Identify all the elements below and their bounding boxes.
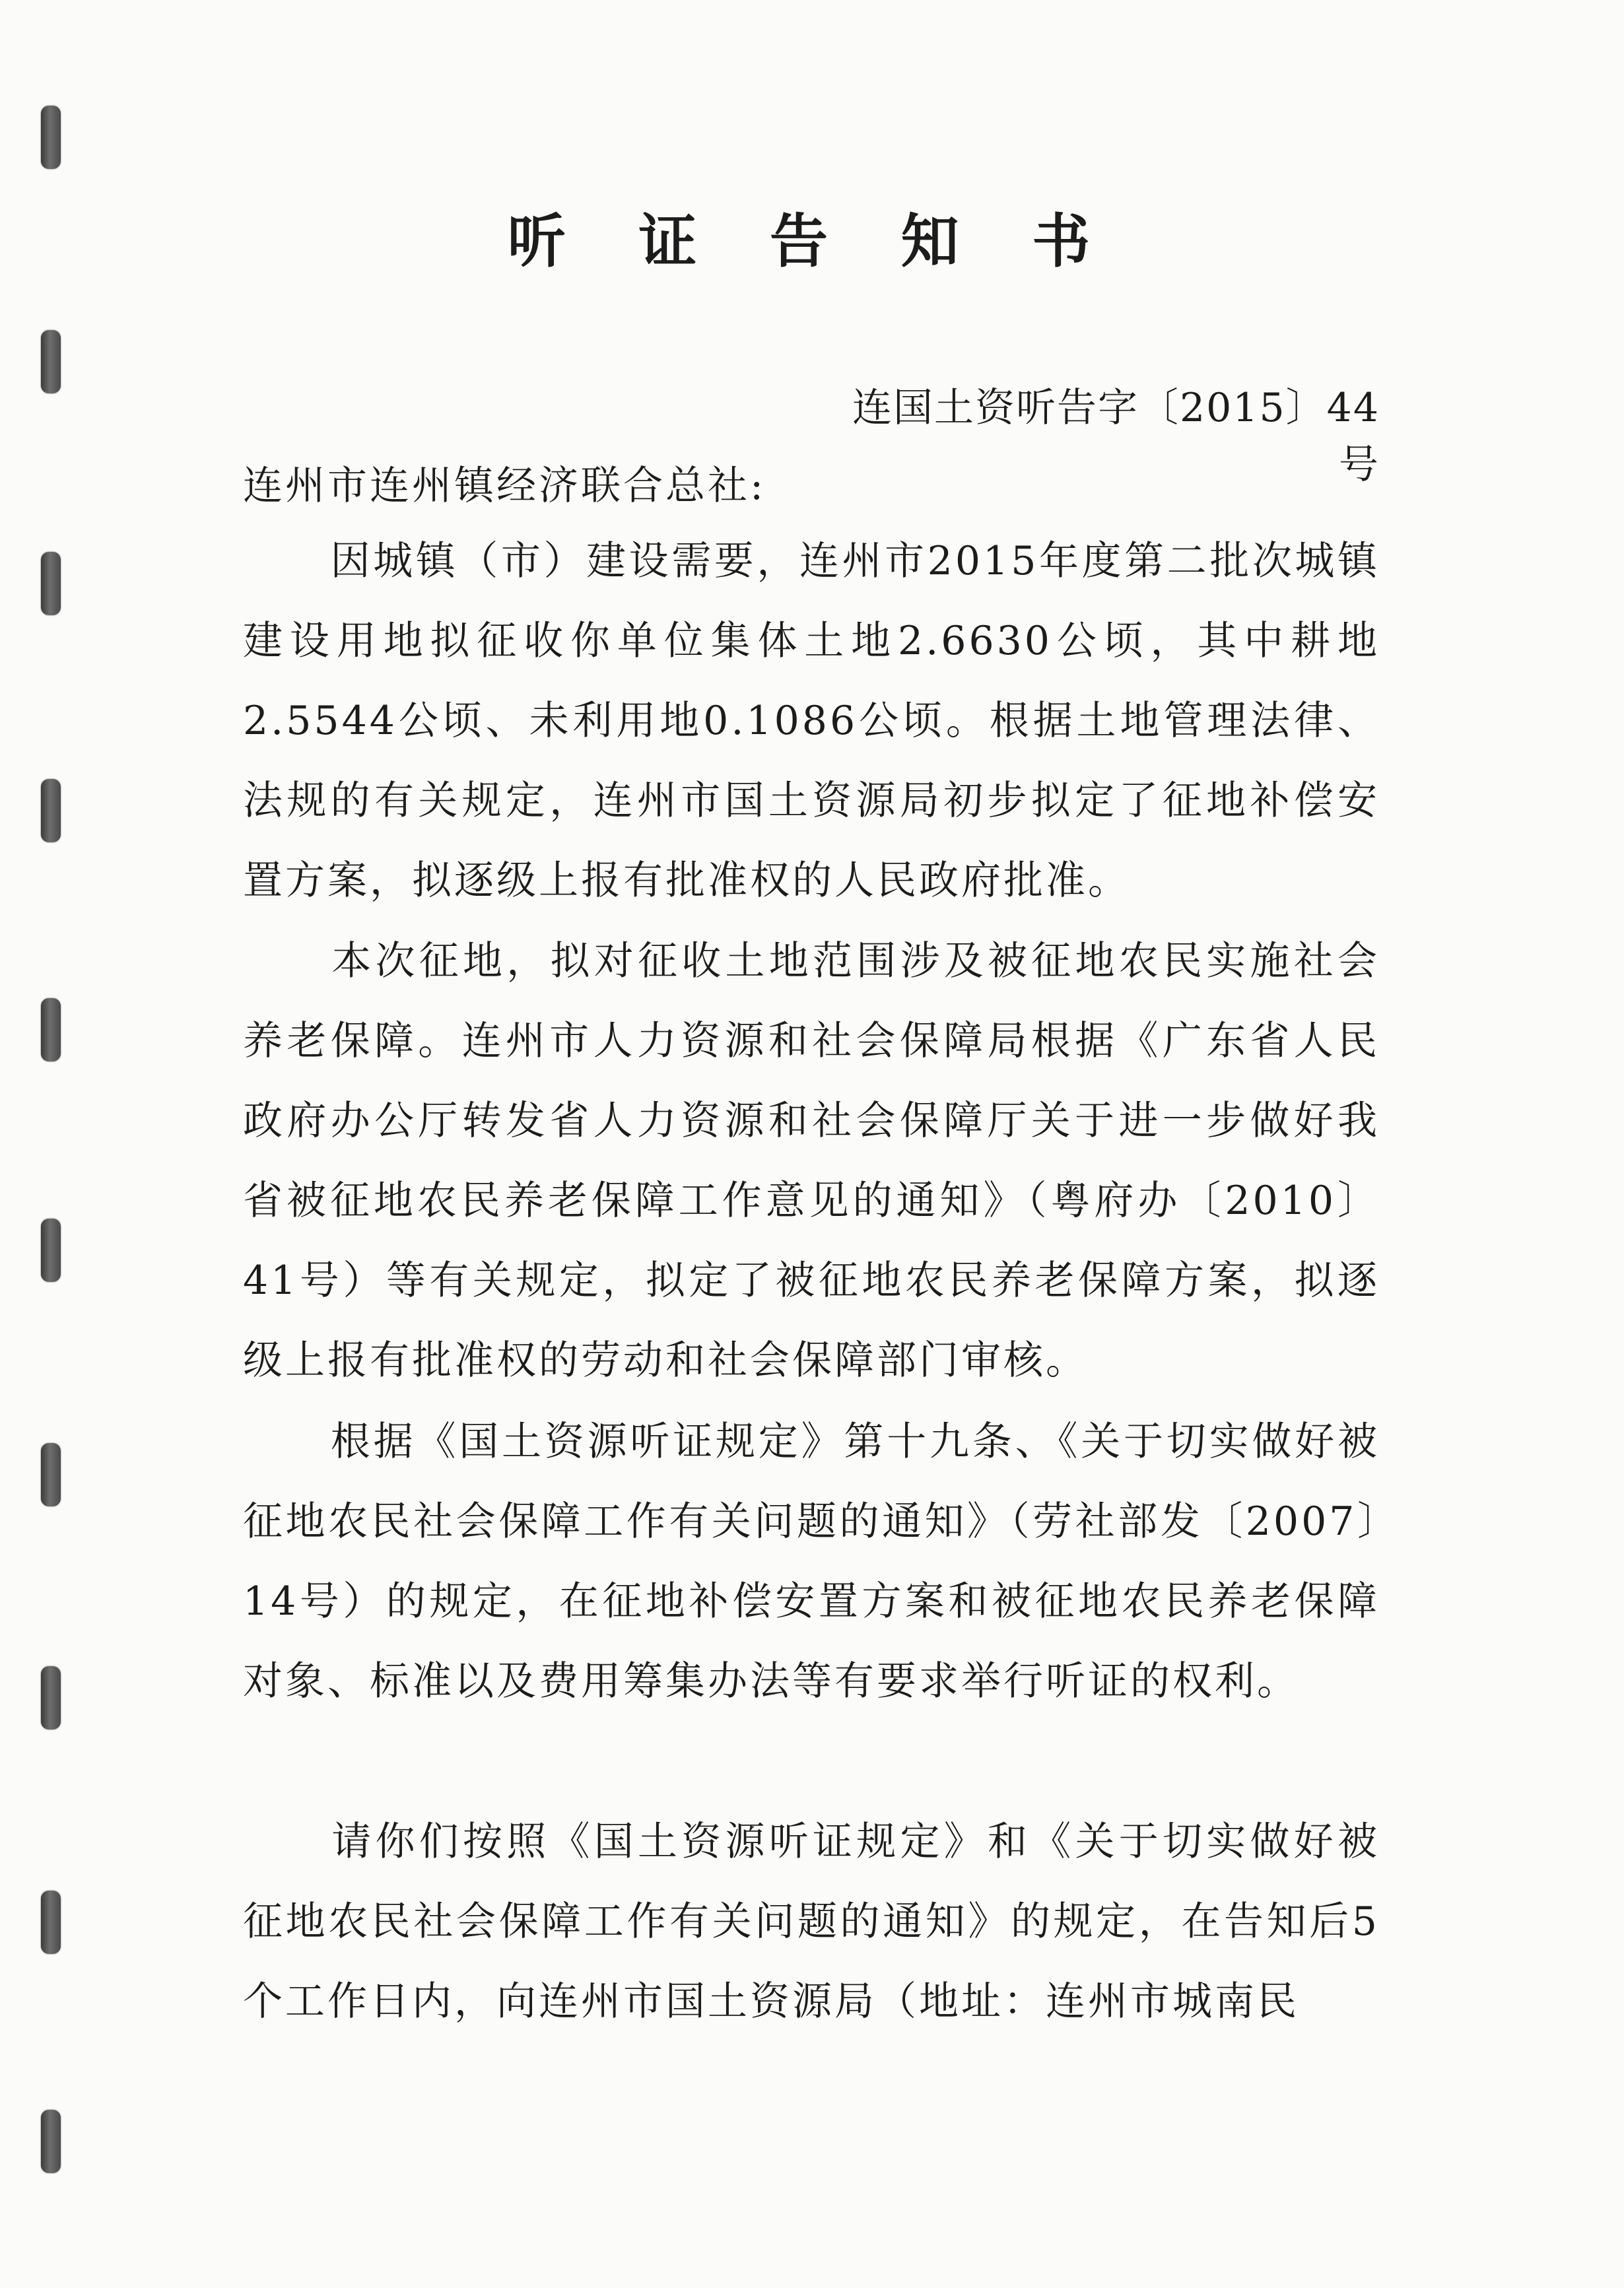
binding-hole (41, 106, 61, 169)
paragraph-1 (243, 522, 1380, 921)
binding-hole (41, 1443, 61, 1506)
paragraph-text: 本次征地，拟对征收土地范围涉及被征地农民实施社会养老保障。连州市人力资源和社会保障局根据《广东省人民政府办公厅转发省人力资源和社会保障厅关于进一步做好我省被征地农民养老保障工作意见的通知》（粤府办〔2010〕41号）等有关规定，拟定了被征地农民养老保障方案，拟逐级上报有批准权的劳动和社会保障部门审核。 (243, 938, 1380, 1384)
binding-hole (41, 1891, 61, 1954)
paragraph-3 (243, 1402, 1380, 1722)
paragraph-4 (243, 1802, 1380, 2042)
binding-hole (41, 330, 61, 393)
binding-hole (41, 1219, 61, 1282)
binding-hole (41, 998, 61, 1061)
binding-hole (41, 552, 61, 615)
binding-hole (41, 779, 61, 842)
binding-hole (41, 1666, 61, 1730)
document-number: 连国土资听告字〔2015〕44号 (852, 385, 1380, 488)
paragraph-text: 因城镇（市）建设需要，连州市2015年度第二批次城镇建设用地拟征收你单位集体土地2.6630公顷，其中耕地2.5544公顷、未利用地0.1086公顷。根据土地管理法律、法规的有关规定，连州市国土资源局初步拟定了征地补偿安置方案，拟逐级上报有批准权的人民政府批准。 (243, 538, 1380, 904)
binding-hole (41, 2110, 61, 2173)
paragraph-2 (243, 922, 1380, 1401)
recipient: 连州市连州镇经济联合总社: (243, 463, 766, 509)
paragraph-text: 请你们按照《国土资源听证规定》和《关于切实做好被征地农民社会保障工作有关问题的通知》的规定，在告知后5个工作日内，向连州市国土资源局（地址：连州市城南民 (243, 1819, 1380, 2025)
document-title: 听 证 告 知 书 (507, 207, 1117, 275)
paragraph-text: 根据《国土资源听证规定》第十九条、《关于切实做好被征地农民社会保障工作有关问题的通知》（劳社部发〔2007〕14号）的规定，在征地补偿安置方案和被征地农民养老保障对象、标准以及费用筹集办法等有要求举行听证的权利。 (243, 1419, 1380, 1704)
